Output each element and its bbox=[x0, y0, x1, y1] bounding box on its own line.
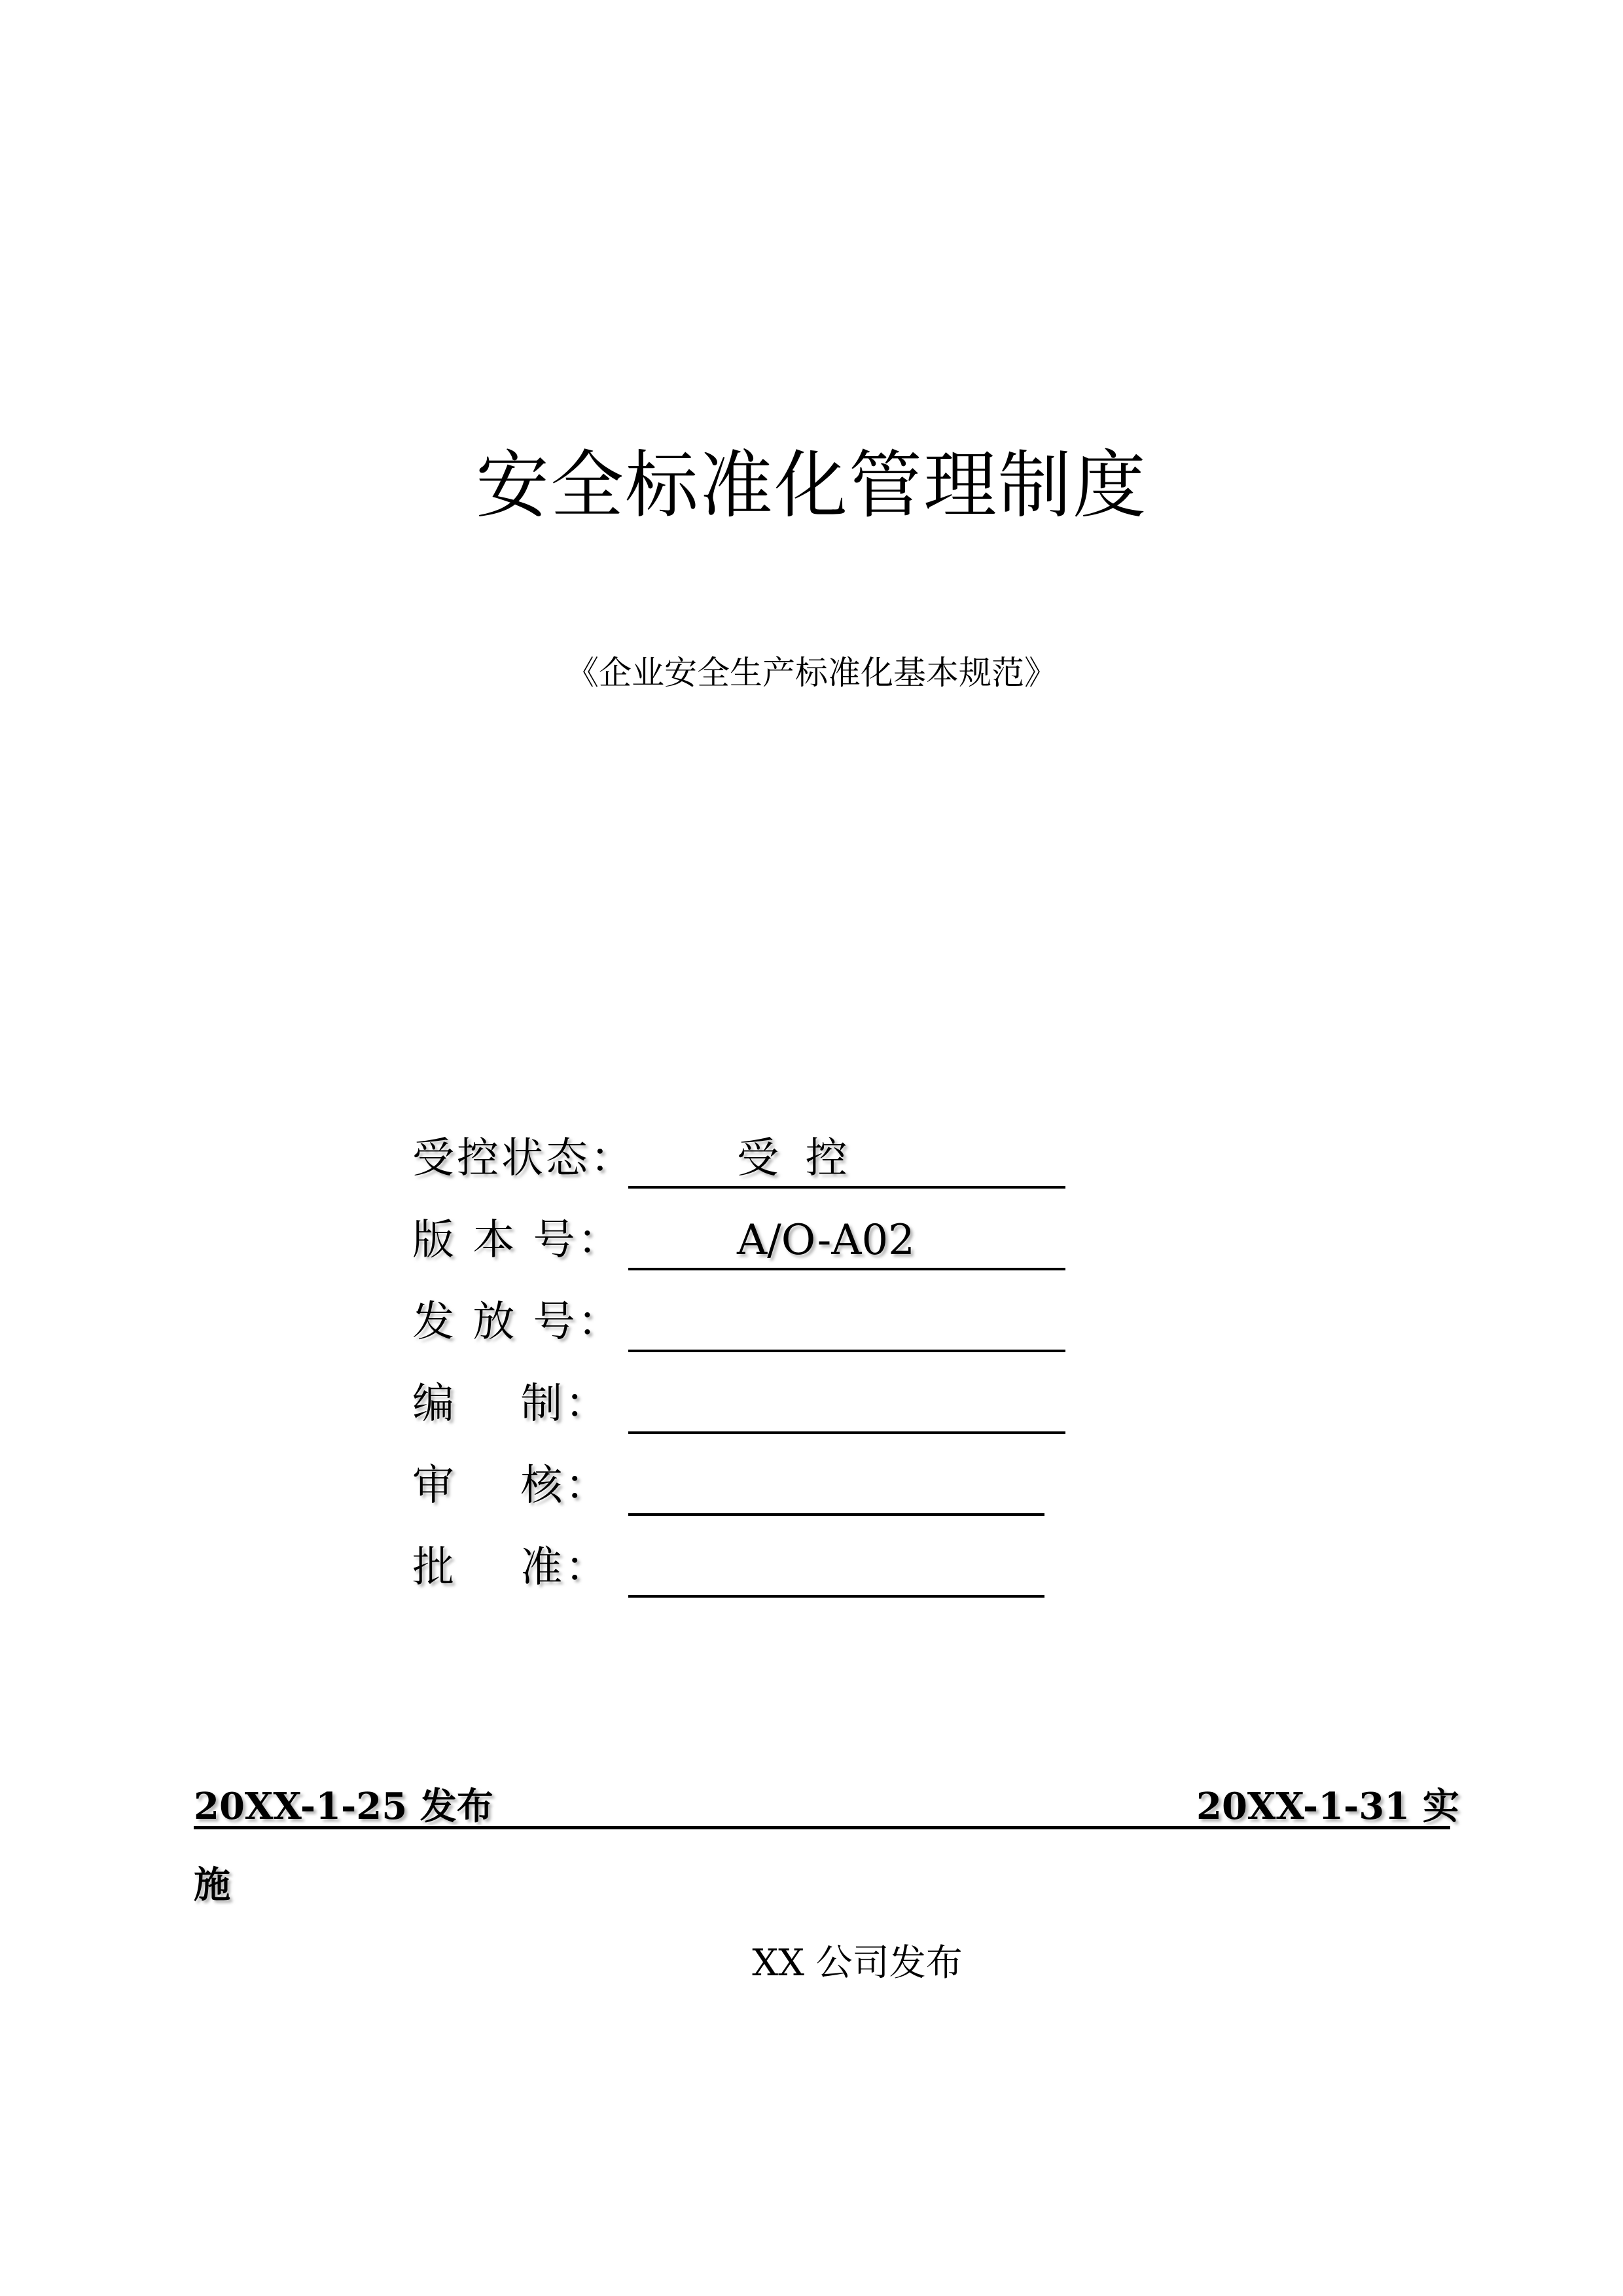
publisher: XX 公司发布 bbox=[752, 1942, 963, 1984]
field-row-reviewed-by bbox=[412, 1453, 1132, 1518]
issue-date: 20XX-1-25 发布 bbox=[194, 1785, 493, 1828]
field-underline bbox=[628, 1513, 1044, 1516]
field-label: 版 本 号： bbox=[412, 1216, 622, 1265]
field-label: 批 准： bbox=[412, 1543, 610, 1592]
effective-date-suffix: 施 bbox=[194, 1863, 230, 1907]
field-value: 受 控 bbox=[737, 1134, 847, 1183]
page-title: 安全标准化管理制度 bbox=[476, 443, 1147, 528]
field-underline bbox=[628, 1350, 1065, 1352]
field-label: 发 放 号： bbox=[412, 1298, 622, 1346]
field-row-control-status bbox=[412, 1126, 1132, 1191]
field-underline bbox=[628, 1431, 1065, 1434]
field-row-version bbox=[412, 1208, 1132, 1273]
field-label: 审 核： bbox=[412, 1462, 610, 1510]
field-row-issue-number bbox=[412, 1289, 1132, 1355]
field-row-prepared-by bbox=[412, 1371, 1132, 1437]
field-row-approved-by bbox=[412, 1535, 1132, 1600]
field-underline bbox=[628, 1595, 1044, 1598]
effective-date: 20XX-1-31 实 bbox=[1196, 1785, 1459, 1828]
field-label: 受控状态： bbox=[412, 1134, 635, 1183]
field-label: 编 制： bbox=[412, 1380, 610, 1428]
footer-divider bbox=[194, 1826, 1450, 1829]
field-value: A/O-A02 bbox=[737, 1216, 915, 1265]
document-subtitle: 《企业安全生产标准化基本规范》 bbox=[566, 654, 1057, 692]
